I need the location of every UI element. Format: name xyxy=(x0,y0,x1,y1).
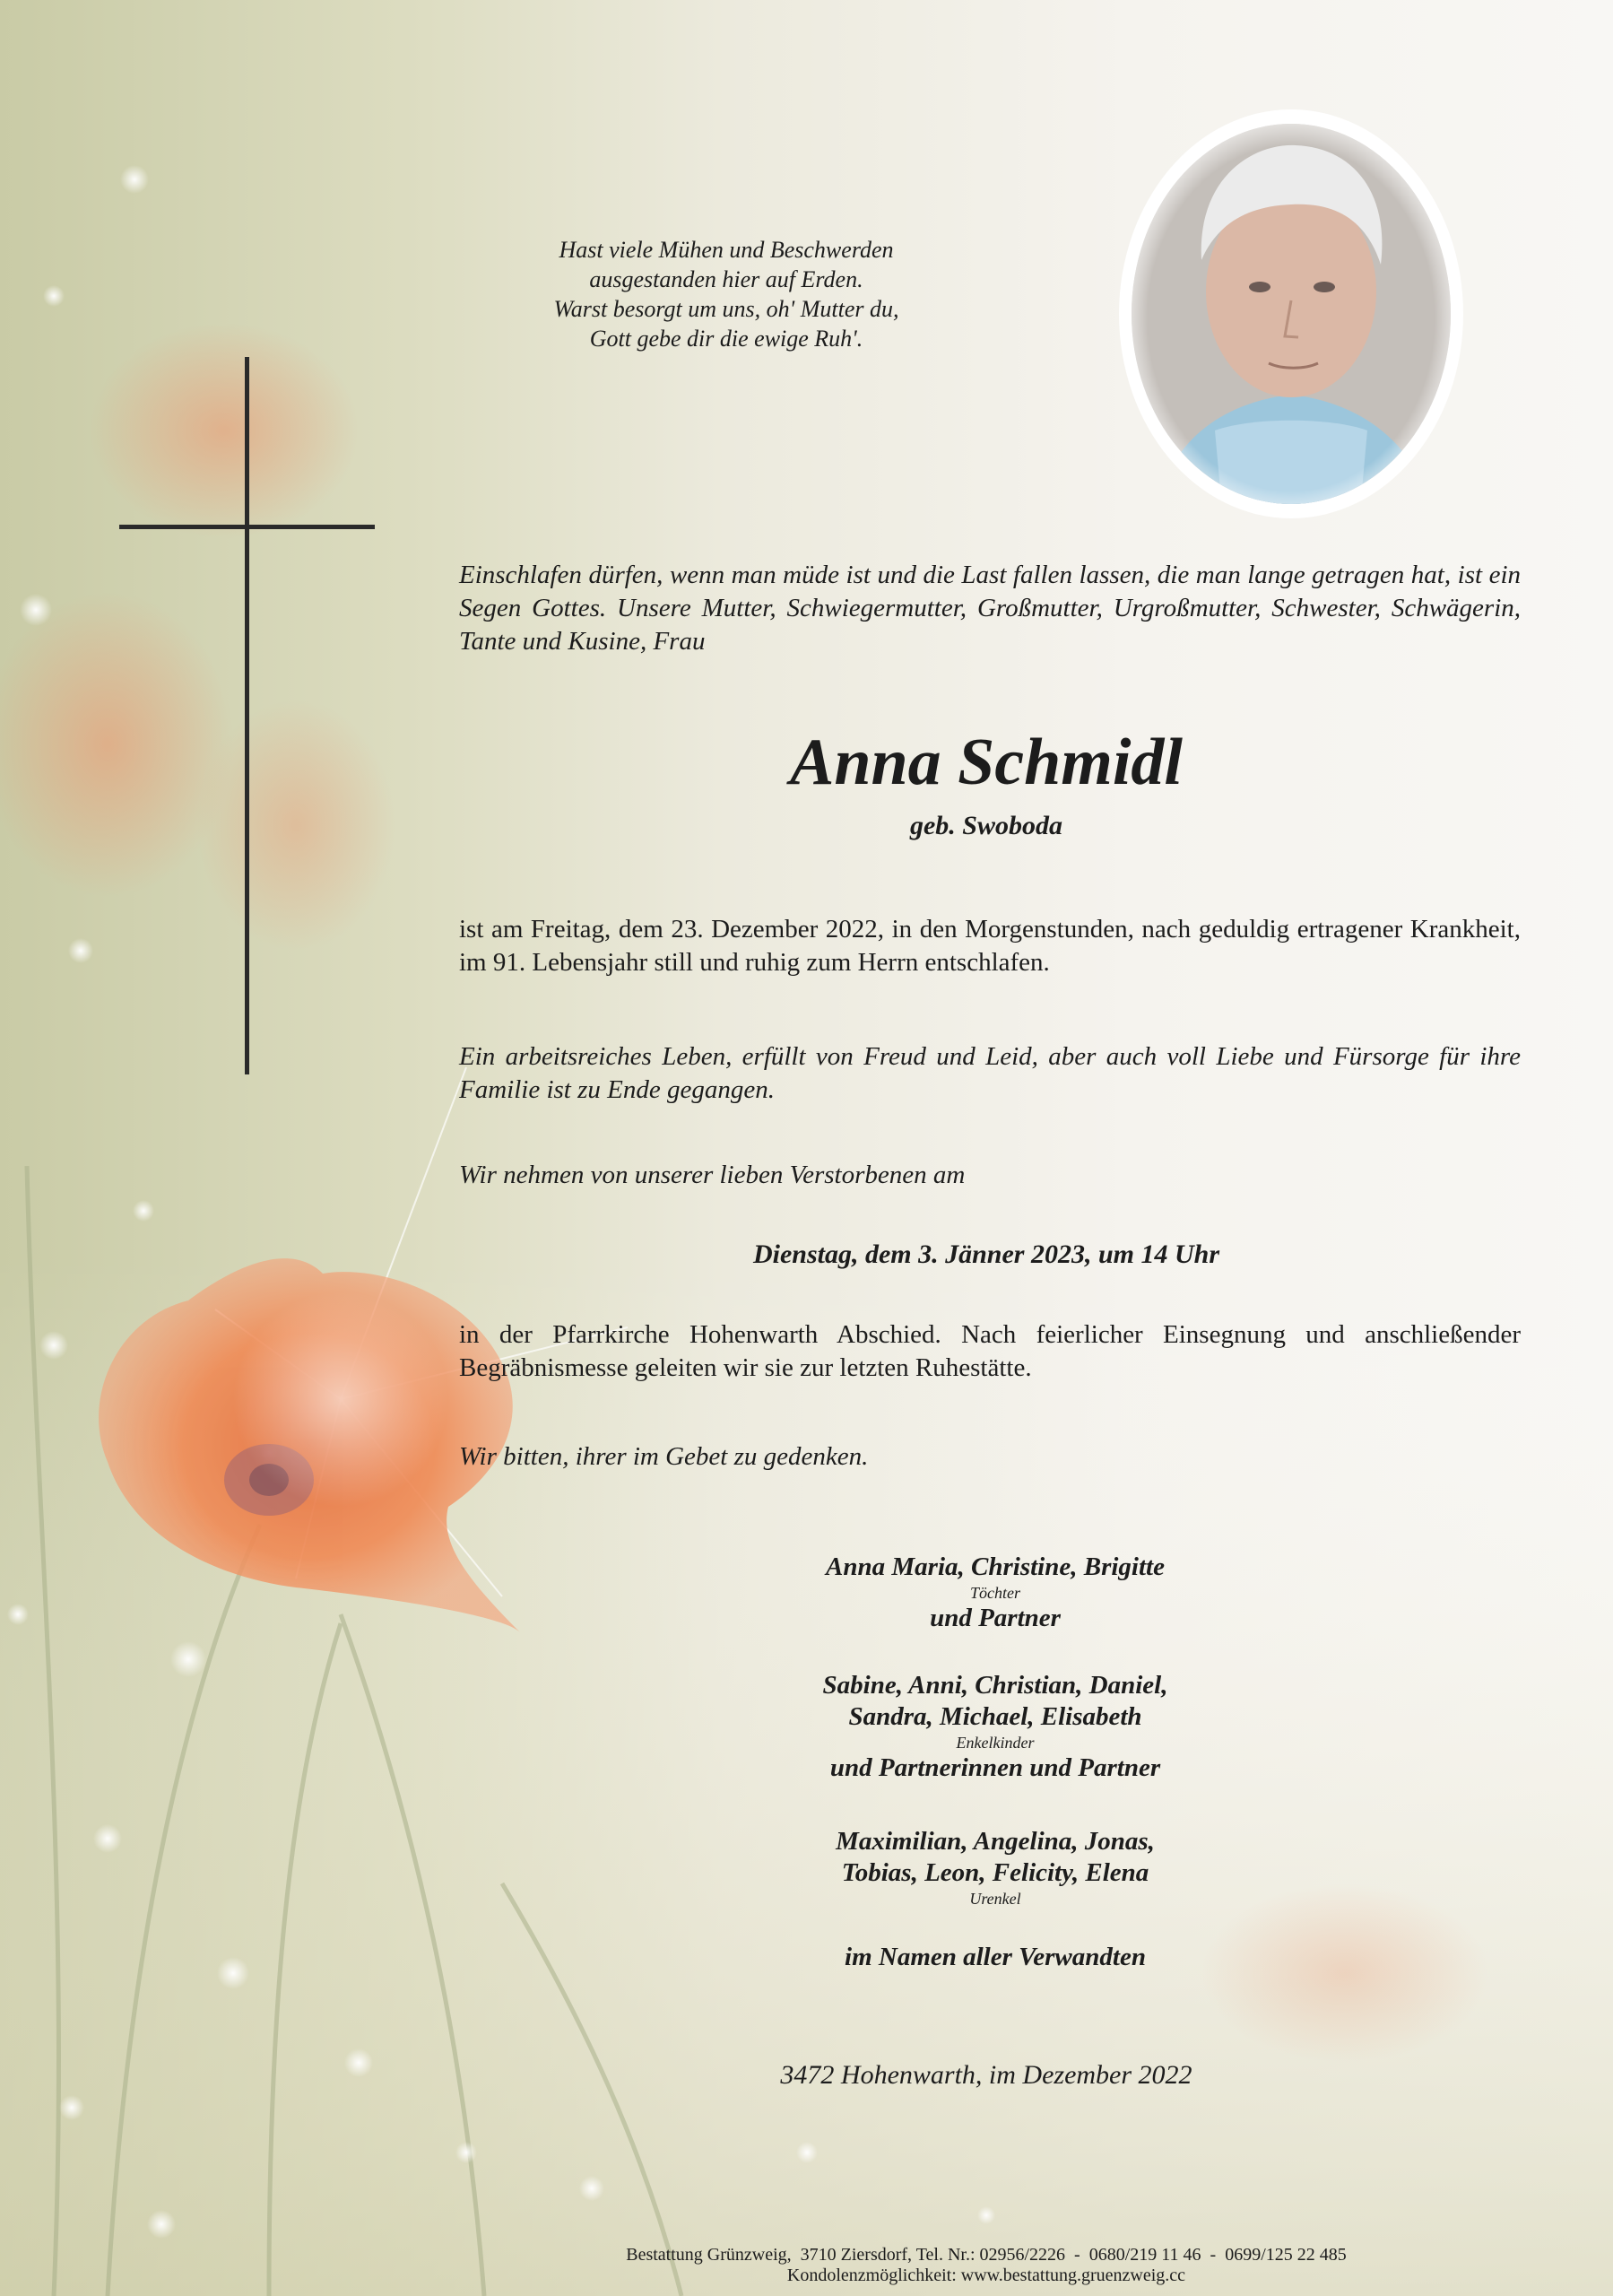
great-grandchildren-line: Maximilian, Angelina, Jonas, xyxy=(836,1827,1155,1856)
grandchildren-label: Enkelkinder xyxy=(956,1734,1035,1752)
funeral-date: Dienstag, dem 3. Jänner 2023, um 14 Uhr xyxy=(752,1239,1220,1269)
death-announcement: ist am Freitag, dem 23. Dezember 2022, in den Morgenstunden, nach geduldig ertragener Krankheit, im 91. Lebensjahr still und ruhig zum Herrn entschlafen. xyxy=(459,915,1521,977)
intro-paragraph: Einschlafen dürfen, wenn man müde ist und die Last fallen lassen, die man lange getragen hat, ist ein Segen Gottes. Unsere Mutter, Schwiegermutter, Großmutter, Urgroßmutter, Schwester, Schwägerin, Tante und Kusine, Frau xyxy=(459,561,1521,656)
grandchildren-line: Sabine, Anni, Christian, Daniel, xyxy=(822,1671,1168,1700)
daughters-label: Töchter xyxy=(970,1584,1020,1602)
motto-line: Warst besorgt um uns, oh' Mutter du, xyxy=(553,296,899,322)
grandchildren-partner: und Partnerinnen und Partner xyxy=(829,1753,1161,1782)
prayer-paragraph: Wir bitten, ihrer im Gebet zu gedenken. xyxy=(459,1442,869,1471)
life-paragraph: Ein arbeitsreiches Leben, erfüllt von Freud und Leid, aber auch voll Liebe und Fürsorge für ihre Familie ist zu Ende gegangen. xyxy=(459,1042,1521,1104)
footer-website: Kondolenzmöglichkeit: www.bestattung.gruenzweig.cc xyxy=(786,2266,1186,2285)
cross-icon-horizontal xyxy=(119,525,375,529)
daughters-names: Anna Maria, Christine, Brigitte xyxy=(826,1552,1165,1581)
motto-line: Hast viele Mühen und Beschwerden xyxy=(559,237,894,263)
daughters-partner: und Partner xyxy=(930,1604,1061,1632)
family-daughters xyxy=(681,1552,1309,1634)
footer-contact: Bestattung Grünzweig, 3710 Ziersdorf, Tel. Nr.: 02956/2226 - 0680/219 11 46 - 0699/125 22 485 xyxy=(626,2245,1347,2265)
deceased-name: Anna Schmidl xyxy=(789,726,1183,799)
maiden-name: geb. Swoboda xyxy=(909,811,1062,840)
cross-icon-vertical xyxy=(245,357,249,1074)
family-closing: im Namen aller Verwandten xyxy=(845,1943,1146,1971)
grandchildren-line: Sandra, Michael, Elisabeth xyxy=(848,1702,1142,1731)
motto-line: Gott gebe dir die ewige Ruh'. xyxy=(589,326,863,352)
funeral-home-footer xyxy=(448,2245,1524,2286)
great-grandchildren-label: Urenkel xyxy=(969,1890,1021,1908)
deceased-portrait xyxy=(1116,108,1466,529)
place-and-date: 3472 Hohenwarth, im Dezember 2022 xyxy=(780,2060,1192,2090)
motto-line: ausgestanden hier auf Erden. xyxy=(589,266,863,292)
family-great-grandchildren xyxy=(681,1826,1309,1909)
farewell-paragraph: Wir nehmen von unserer lieben Verstorbenen am xyxy=(459,1161,966,1189)
motto-verse xyxy=(502,235,950,353)
family-grandchildren xyxy=(681,1670,1309,1784)
church-paragraph: in der Pfarrkirche Hohenwarth Abschied. Nach feierlicher Einsegnung und anschließender Begräbnismesse geleiten wir sie zur letzten Ruhestätte. xyxy=(459,1320,1521,1382)
great-grandchildren-line: Tobias, Leon, Felicity, Elena xyxy=(841,1858,1149,1887)
